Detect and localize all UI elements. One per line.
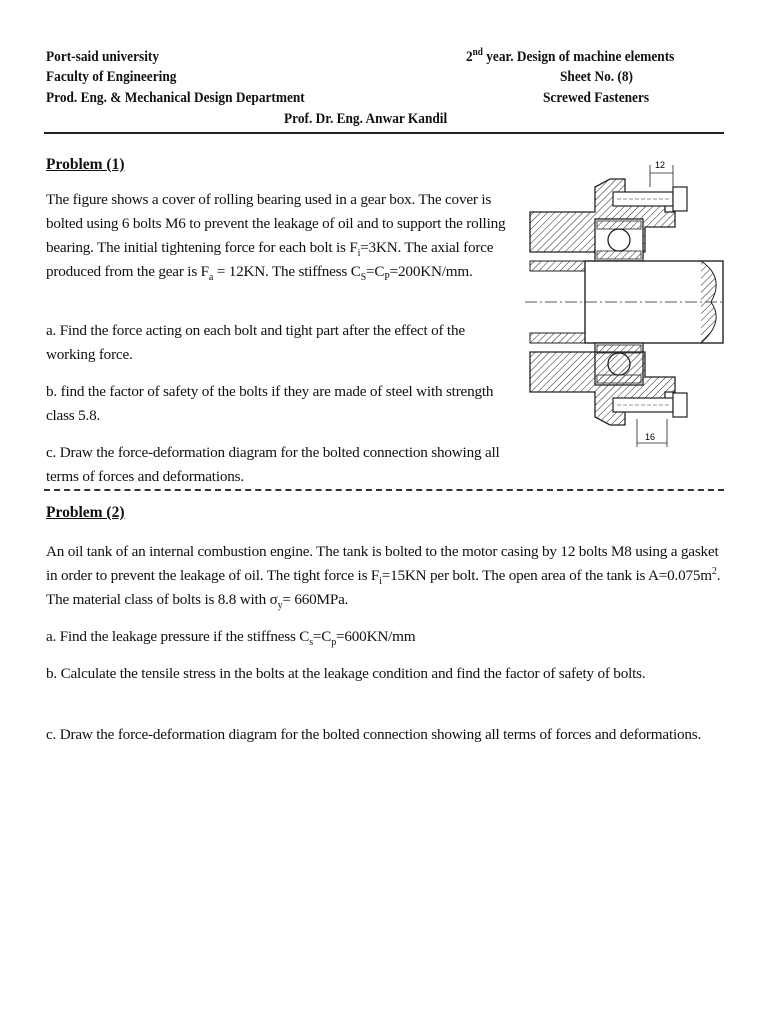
professor-name: Prof. Dr. Eng. Anwar Kandil (284, 111, 448, 127)
problem-2-part-b: b. Calculate the tensile stress in the bolts at the leakage condition and find the factor of safety of bolts. (46, 665, 646, 682)
problem-2-title: Problem (2) (46, 504, 125, 521)
problem-1-part-a: a. Find the force acting on each bolt and tight part after the effect of the working force. (46, 322, 465, 363)
sheet-number: Sheet No. (8) (560, 69, 633, 85)
housing-bottom (530, 352, 675, 425)
problem-1-part-b: b. find the factor of safety of the bolts if they are made of steel with strength class 5.8. (46, 383, 494, 424)
problem-separator (44, 489, 724, 491)
problem-1-title: Problem (1) (46, 156, 125, 173)
department-name: Prod. Eng. & Mechanical Design Department (46, 90, 305, 106)
dim-bottom-label: 16 (645, 432, 656, 442)
bolt-head-bottom (673, 393, 687, 417)
ball-top (608, 229, 630, 251)
course-year: 2nd year. Design of machine elements (466, 47, 675, 65)
problem-1-part-c: c. Draw the force-deformation diagram for the bolted connection showing all terms of forces and deformations. (46, 444, 500, 485)
sheet-topic: Screwed Fasteners (543, 90, 650, 106)
problem-2-part-a: a. Find the leakage pressure if the stiffness $C_s=C_p=600KN/mm$ (46, 628, 416, 649)
problem-1-statement: The figure shows a cover of rolling bearing used in a gear box. The cover is bolted using 6 bolts M6 to prevent the leakage of oil and to support the rolling bearing. The initial tightening force for each bolt is $F_i=3KN$. The axial force produced from the gear is $F_a = 12KN$. The stiffness $C_S=C_P=200KN/mm$. (46, 191, 506, 284)
university-name: Port-said university (46, 49, 160, 65)
problem-2-part-c: c. Draw the force-deformation diagram for the bolted connection showing all terms of forces and deformations. (46, 726, 702, 743)
header-rule (44, 132, 724, 134)
problem-2-statement: An oil tank of an internal combustion engine. The tank is bolted to the motor casing by 12 bolts M8 using a gasket in order to prevent the leakage of oil. The tight force is $F_i=15KN$ per bolt. The open area of the tank is $A=0.075m^2$. The material class of bolts is 8.8 with $\sigma_y= 660MPa$. (46, 543, 721, 612)
dim-top-label: 12 (655, 160, 666, 170)
bolt-head-top (673, 187, 687, 211)
faculty-name: Faculty of Engineering (46, 69, 177, 85)
bearing-cover-figure (525, 157, 725, 447)
bearing-cover-drawing-icon (525, 157, 725, 447)
